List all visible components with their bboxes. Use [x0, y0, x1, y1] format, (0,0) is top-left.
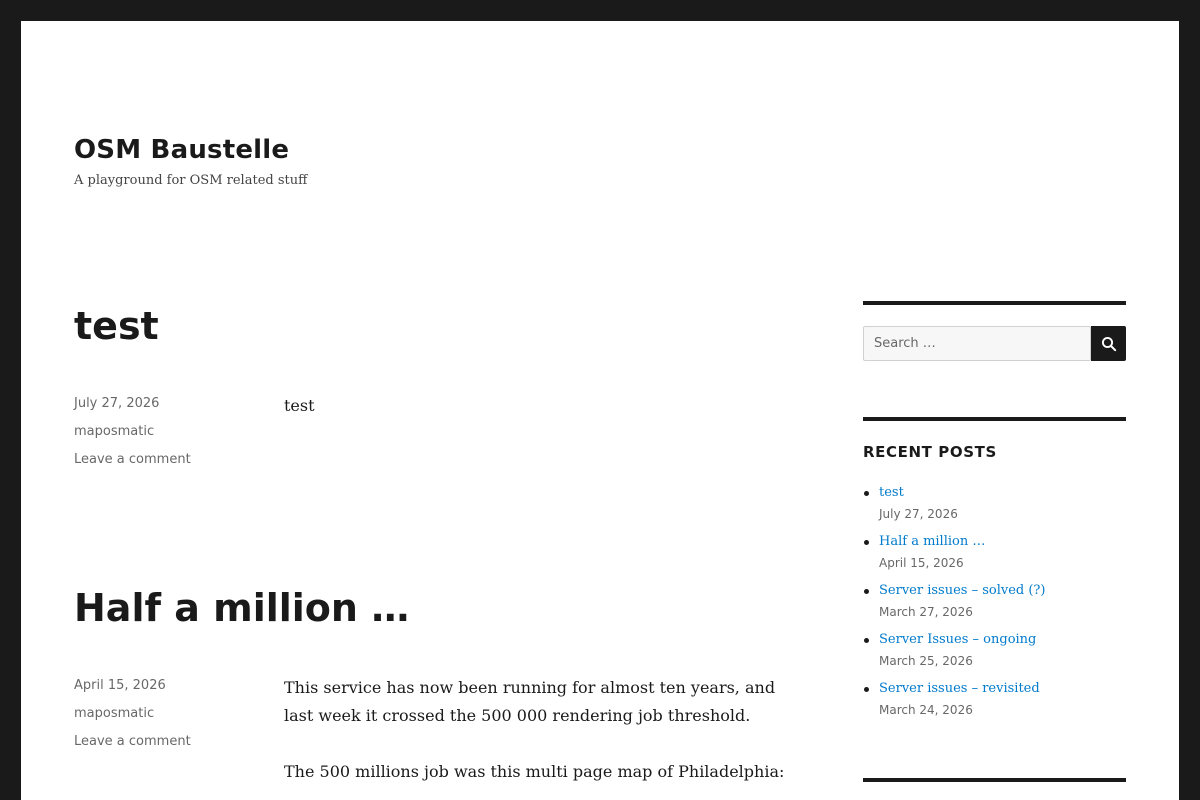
recent-post-link[interactable]: Server issues – revisited [879, 681, 1040, 696]
list-item [863, 483, 1126, 532]
list-item [863, 630, 1126, 679]
post-title[interactable]: test [74, 304, 159, 348]
post-paragraph: The 500 millions job was this multi page map of Philadelphia: [284, 762, 785, 781]
list-item [863, 532, 1126, 581]
search-form [863, 326, 1126, 361]
list-item [863, 581, 1126, 630]
post-date[interactable]: July 27, 2026 [74, 396, 160, 411]
post-meta [74, 390, 191, 474]
widget-divider [863, 417, 1126, 421]
recent-post-date: March 24, 2026 [879, 703, 973, 717]
post-comments-link[interactable]: Leave a comment [74, 452, 191, 467]
widget-divider [863, 778, 1126, 782]
site-description: A playground for OSM related stuff [74, 173, 308, 188]
recent-post-date: April 15, 2026 [879, 556, 964, 570]
widget-divider [863, 301, 1126, 305]
recent-post-date: March 25, 2026 [879, 654, 973, 668]
recent-post-date: July 27, 2026 [879, 507, 958, 521]
post-author[interactable]: maposmatic [74, 424, 155, 439]
site-title[interactable]: OSM Baustelle [74, 135, 290, 165]
post-content [284, 392, 804, 448]
recent-posts-title: RECENT POSTS [863, 443, 997, 461]
post-date[interactable]: April 15, 2026 [74, 678, 166, 693]
post-author[interactable]: maposmatic [74, 706, 155, 721]
recent-posts-list [863, 483, 1126, 728]
site-page [21, 21, 1179, 800]
search-input[interactable] [863, 326, 1091, 361]
search-button[interactable] [1091, 326, 1126, 361]
post-meta [74, 672, 191, 756]
post-comments-link[interactable]: Leave a comment [74, 734, 191, 749]
recent-post-date: March 27, 2026 [879, 605, 973, 619]
recent-post-link[interactable]: Server issues – solved (?) [879, 583, 1046, 598]
recent-post-link[interactable]: Half a million … [879, 534, 986, 549]
post-content [284, 674, 804, 800]
search-icon [1101, 336, 1117, 352]
recent-post-link[interactable]: Server Issues – ongoing [879, 632, 1037, 647]
post-paragraph: test [284, 396, 315, 415]
post-title[interactable]: Half a million … [74, 586, 410, 630]
post-paragraph: This service has now been running for almost ten years, and last week it crossed the 500 000 rendering job threshold. [284, 678, 776, 725]
recent-post-link[interactable]: test [879, 485, 904, 500]
list-item [863, 679, 1126, 728]
